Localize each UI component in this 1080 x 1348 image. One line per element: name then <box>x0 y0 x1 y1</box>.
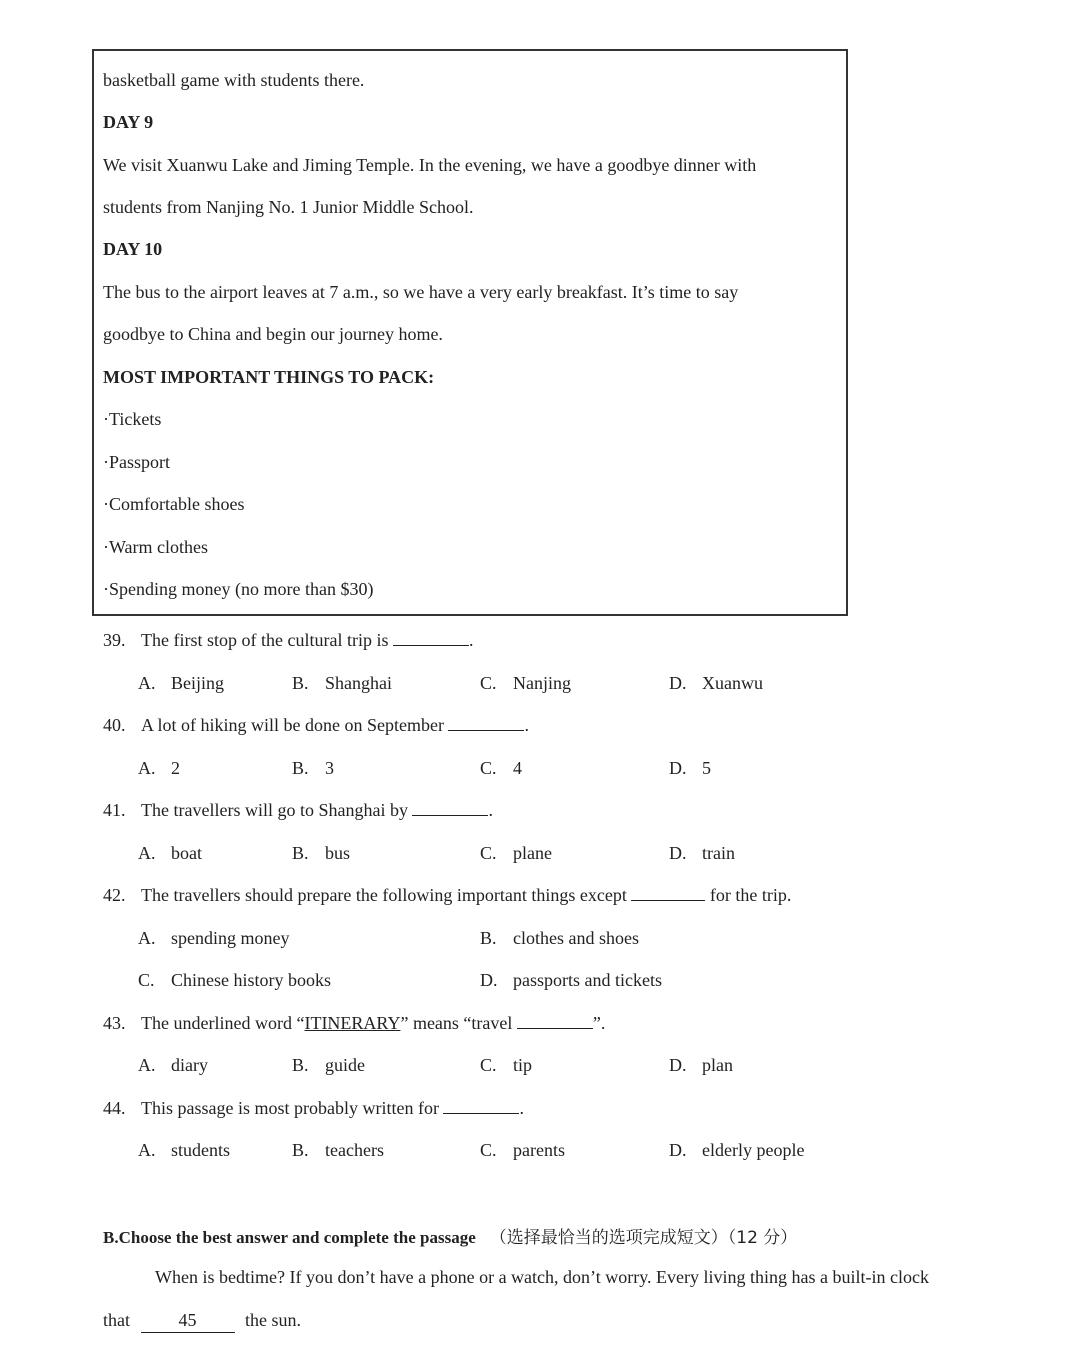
question-40 <box>103 713 529 737</box>
option-a: A. 2 <box>138 758 180 778</box>
day9-line-1: We visit Xuanwu Lake and Jiming Temple. In the evening, we have a goodbye dinner with <box>103 155 757 175</box>
option-a: A. students <box>138 1140 231 1160</box>
question-42 <box>103 883 791 907</box>
option-c: C. parents <box>480 1140 565 1160</box>
question-number: 43. <box>103 1013 126 1033</box>
pack-item: ·Warm clothes <box>103 537 209 557</box>
day9-title: DAY 9 <box>103 112 154 132</box>
question-text-end: . <box>519 1098 524 1118</box>
option-b: B. teachers <box>292 1140 384 1160</box>
option-a: A. diary <box>138 1055 208 1075</box>
pack-item: ·Spending money (no more than $30) <box>103 579 374 599</box>
option-b: B. 3 <box>292 758 334 778</box>
option-b: B. Shanghai <box>292 673 392 693</box>
day10-line-2: goodbye to China and begin our journey home. <box>103 324 443 344</box>
option-b: B. clothes and shoes <box>480 928 639 948</box>
answer-blank <box>517 1012 593 1029</box>
answer-blank <box>412 799 488 816</box>
option-c: C. tip <box>480 1055 533 1075</box>
question-39 <box>103 628 473 652</box>
box-line-1: basketball game with students there. <box>103 70 365 90</box>
option-a: A. Beijing <box>138 673 224 693</box>
answer-blank <box>448 714 524 731</box>
answer-blank <box>631 884 705 901</box>
section-b-title-en: B.Choose the best answer and complete the passage <box>103 1228 476 1247</box>
option-c: C. Nanjing <box>480 673 571 693</box>
option-c: C. plane <box>480 843 552 863</box>
answer-blank <box>393 629 469 646</box>
question-number: 39. <box>103 630 126 650</box>
question-number: 40. <box>103 715 126 735</box>
question-41 <box>103 798 493 822</box>
pack-item: ·Tickets <box>103 409 162 429</box>
question-number: 41. <box>103 800 126 820</box>
pack-item: ·Passport <box>103 452 170 472</box>
question-44 <box>103 1096 524 1120</box>
option-c: C. 4 <box>480 758 522 778</box>
pack-title: MOST IMPORTANT THINGS TO PACK: <box>103 367 435 387</box>
question-text-end: ”. <box>592 1013 606 1033</box>
answer-blank <box>443 1097 519 1114</box>
blank-45: 45 <box>141 1308 235 1333</box>
option-d: D. Xuanwu <box>669 673 763 693</box>
question-text: The first stop of the cultural trip is <box>141 630 389 650</box>
question-43 <box>103 1011 605 1035</box>
question-text: This passage is most probably written for <box>141 1098 439 1118</box>
passage-line-1: When is bedtime? If you don’t have a phone or a watch, don’t worry. Every living thing has a built-in clock <box>155 1267 929 1287</box>
option-a: A. spending money <box>138 928 290 948</box>
option-c: C. Chinese history books <box>138 970 331 990</box>
passage-text: that <box>103 1310 130 1330</box>
option-d: D. plan <box>669 1055 733 1075</box>
option-d: D. passports and tickets <box>480 970 662 990</box>
day10-title: DAY 10 <box>103 239 163 259</box>
option-b: B. bus <box>292 843 351 863</box>
passage-text: the sun. <box>245 1310 301 1330</box>
passage-line-2 <box>103 1308 301 1333</box>
section-b-title <box>103 1223 797 1248</box>
question-text-end: . <box>468 630 474 650</box>
question-text-middle: ” means “travel <box>400 1013 513 1033</box>
day9-line-2: students from Nanjing No. 1 Junior Middle School. <box>103 197 474 217</box>
question-number: 44. <box>103 1098 126 1118</box>
option-d: D. 5 <box>669 758 711 778</box>
question-number: 42. <box>103 885 126 905</box>
option-d: D. elderly people <box>669 1140 805 1160</box>
option-b: B. guide <box>292 1055 365 1075</box>
question-text-end: . <box>524 715 529 735</box>
question-text: The underlined word “ <box>141 1013 305 1033</box>
pack-item: ·Comfortable shoes <box>103 494 245 514</box>
question-text-end: . <box>488 800 493 820</box>
question-text: A lot of hiking will be done on September <box>141 715 444 735</box>
day10-line-1: The bus to the airport leaves at 7 a.m., so we have a very early breakfast. It’s time to say <box>103 282 739 302</box>
question-text-end: for the trip. <box>709 885 792 905</box>
question-text: The travellers should prepare the following important things except <box>141 885 627 905</box>
option-d: D. train <box>669 843 735 863</box>
option-a: A. boat <box>138 843 202 863</box>
underlined-word: ITINERARY <box>304 1013 401 1033</box>
section-b-title-cn: （选择最恰当的选项完成短文）（12 分） <box>489 1228 798 1248</box>
question-text: The travellers will go to Shanghai by <box>141 800 408 820</box>
